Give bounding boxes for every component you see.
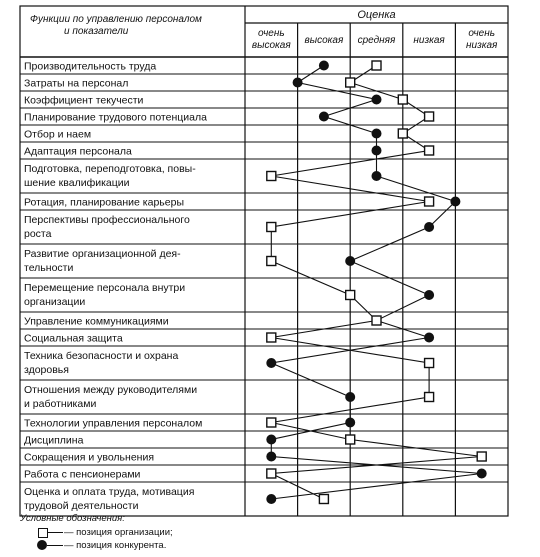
row-label: тельности [24,262,74,274]
organization-point [267,223,276,232]
row-label: Управление коммуникациями [24,315,169,328]
row-label: Перспективы профессионального [24,214,190,226]
competitor-point [319,112,329,122]
organization-point [267,418,276,427]
row-label: здоровья [24,364,69,376]
competitor-point [372,146,382,156]
row-label: Подготовка, переподготовка, повы- [24,163,196,175]
competitor-point [450,197,460,207]
competitor-point [424,290,434,300]
row-label: Отношения между руководителями [24,384,198,396]
organization-point [425,197,434,206]
organization-point [425,359,434,368]
organization-point [425,393,434,402]
row-label: Оценка и оплата труда, мотивация [24,486,195,498]
level-header: высокая [251,40,291,51]
level-header: высокая [304,35,344,46]
row-label: Работа с пенсионерами [24,468,141,481]
organization-point [372,61,381,70]
organization-point [267,257,276,266]
row-label: Ротация, планирование карьеры [24,196,184,209]
functions-header: и показатели [64,26,129,37]
competitor-point [424,333,434,343]
score-header: Оценка [357,9,396,21]
competitor-point [345,256,355,266]
legend-organization-label: — позиция организации; [64,527,173,538]
level-header: средняя [357,35,396,46]
competitor-point [345,418,355,428]
level-header: низкая [413,35,445,46]
row-label: Техника безопасности и охрана [24,350,179,362]
competitor-point [319,61,329,71]
organization-marker-icon [34,527,64,539]
row-label: Коэффициент текучести [24,94,144,107]
organization-point [425,112,434,121]
competitor-point [424,222,434,232]
level-header: низкая [466,40,498,51]
row-label: организации [24,296,86,308]
row-label: трудовой деятельности [24,500,139,512]
legend [20,513,173,552]
competitor-point [477,469,487,479]
organization-point [267,333,276,342]
competitor-point [266,452,276,462]
legend-title: Условные обозначения: [20,513,125,524]
row-label: Отбор и наем [24,128,92,141]
organization-point [477,452,486,461]
legend-competitor [34,539,173,552]
organization-point [398,95,407,104]
level-header: очень [257,28,285,39]
row-label: Адаптация персонала [24,145,132,158]
organization-point [346,435,355,444]
organization-point [267,469,276,478]
competitor-point [266,435,276,445]
competitor-point [266,494,276,504]
legend-organization [34,526,173,539]
competitor-point [345,392,355,402]
functions-header: Функции по управлению персоналом [30,14,202,25]
row-label: шение квалификации [24,177,130,189]
competitor-point [372,171,382,181]
competitor-marker-icon [34,540,64,552]
organization-point [425,146,434,155]
competitor-point [372,129,382,139]
row-label: Перемещение персонала внутри [24,282,186,294]
competitor-point [266,358,276,368]
level-header: очень [468,28,496,39]
legend-competitor-label: — позиция конкурента. [64,540,167,551]
row-label: Затраты на персонал [24,77,129,90]
row-label: и работниками [24,398,97,410]
organization-point [346,291,355,300]
competitor-point [372,95,382,105]
row-label: Сокращения и увольнения [24,451,155,464]
row-label: Дисциплина [24,434,84,447]
organization-point [346,78,355,87]
organization-point [267,172,276,181]
row-label: Развитие организационной дея- [24,248,181,260]
organization-point [372,316,381,325]
row-label: роста [24,228,52,240]
row-label: Технологии управления персоналом [24,417,203,430]
competitor-point [293,78,303,88]
row-label: Планирование трудового потенциала [24,111,207,124]
row-label: Социальная защита [24,332,123,345]
organization-point [319,495,328,504]
organization-point [398,129,407,138]
row-label: Производительность труда [24,60,157,73]
